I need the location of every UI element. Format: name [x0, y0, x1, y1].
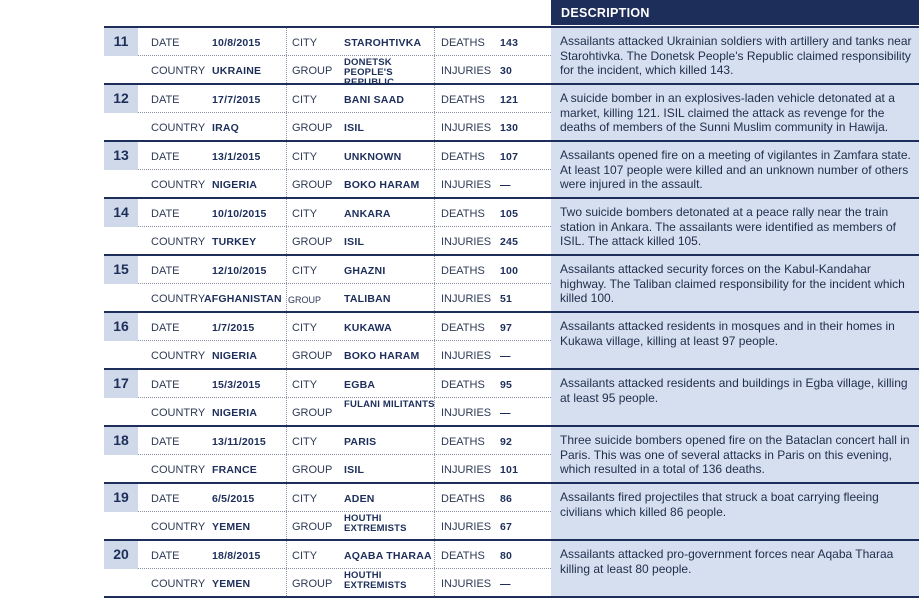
table-row [104, 541, 919, 598]
description-cell [551, 370, 919, 425]
country-label: COUNTRY [151, 407, 206, 419]
date-label: DATE [151, 37, 180, 49]
description-text: Assailants attacked residents and buildings in Egba village, killing at least 95 people. [560, 376, 908, 405]
date-label: DATE [151, 550, 180, 562]
description-cell [551, 256, 919, 311]
table-row [104, 142, 919, 199]
group-label: GROUP [292, 578, 333, 590]
city-value: BANI SAAD [344, 94, 405, 106]
group-value: HOUTHI EXTREMISTS [344, 570, 407, 591]
city-value: ANKARA [344, 208, 391, 220]
description-cell [551, 313, 919, 368]
column-divider [286, 484, 287, 539]
row-dotted-divider [138, 55, 551, 56]
row-dotted-divider [138, 397, 551, 398]
rank-number: 14 [113, 204, 129, 220]
rank-box [104, 142, 138, 170]
rank-number: 12 [113, 90, 129, 106]
column-divider [286, 370, 287, 425]
rank-number: 19 [113, 489, 129, 505]
country-value: FRANCE [212, 464, 257, 476]
column-divider [286, 313, 287, 368]
deaths-value: 107 [500, 151, 519, 163]
country-label: COUNTRY [151, 350, 206, 362]
deaths-value: 97 [500, 322, 513, 334]
city-value: STAROHTIVKA [344, 37, 422, 49]
group-label: GROUP [292, 236, 333, 248]
date-label: DATE [151, 379, 180, 391]
date-value: 17/7/2015 [212, 94, 261, 106]
deaths-value: 80 [500, 550, 513, 562]
row-dotted-divider [138, 568, 551, 569]
date-value: 12/10/2015 [212, 265, 267, 277]
date-label: DATE [151, 151, 180, 163]
country-value: NIGERIA [212, 350, 258, 362]
date-value: 1/7/2015 [212, 322, 255, 334]
table-row [104, 370, 919, 427]
group-label: GROUP [292, 407, 333, 419]
group-value: ISIL [344, 464, 365, 476]
injuries-value: 51 [500, 293, 513, 305]
deaths-label: DEATHS [441, 151, 485, 163]
column-divider [434, 256, 435, 311]
group-value: DONETSK PEOPLE'S [344, 57, 393, 78]
city-label: CITY [292, 322, 318, 334]
city-label: CITY [292, 208, 318, 220]
column-divider [286, 28, 287, 83]
date-value: 10/10/2015 [212, 208, 267, 220]
date-label: DATE [151, 322, 180, 334]
date-label: DATE [151, 436, 180, 448]
row-dotted-divider [138, 112, 551, 113]
deaths-value: 105 [500, 208, 519, 220]
city-value: KUKAWA [344, 322, 392, 334]
description-text: Two suicide bombers detonated at a peace rally near the train station in Ankara. The assailants were identified as members of ISIL. The attack killed 105. [560, 205, 896, 248]
rank-number: 16 [113, 318, 129, 334]
description-header [551, 0, 919, 25]
group-label: GROUP [292, 350, 333, 362]
column-divider [286, 541, 287, 596]
injuries-value: 245 [500, 236, 519, 248]
deaths-label: DEATHS [441, 493, 485, 505]
rank-box [104, 427, 138, 455]
injuries-label: INJURIES [441, 464, 492, 476]
city-value: PARIS [344, 436, 377, 448]
rank-box [104, 256, 138, 284]
description-cell [551, 199, 919, 254]
description-text: Assailants attacked security forces on the Kabul-Kandahar highway. The Taliban claimed responsibility for the incident which killed 100. [560, 262, 905, 305]
country-label: COUNTRY [151, 464, 206, 476]
country-label: COUNTRY [151, 179, 206, 191]
column-divider [434, 85, 435, 140]
group-value: ISIL [344, 236, 365, 248]
city-value: UNKNOWN [344, 151, 402, 163]
deaths-label: DEATHS [441, 208, 485, 220]
description-header-label: DESCRIPTION [561, 6, 650, 20]
injuries-value: — [500, 407, 511, 419]
column-divider [434, 370, 435, 425]
city-value: AQABA THARAA [344, 550, 432, 562]
table-row [104, 28, 919, 85]
country-label: COUNTRY [151, 578, 206, 590]
description-cell [551, 28, 919, 83]
column-divider [434, 427, 435, 482]
description-cell [551, 484, 919, 539]
rank-box [104, 313, 138, 341]
description-cell [551, 142, 919, 197]
city-value: ADEN [344, 493, 375, 505]
date-label: DATE [151, 208, 180, 220]
group-label: GROUP [292, 65, 333, 77]
country-value: YEMEN [212, 521, 251, 533]
row-dotted-divider [138, 340, 551, 341]
column-divider [286, 256, 287, 311]
city-label: CITY [292, 151, 318, 163]
deaths-label: DEATHS [441, 265, 485, 277]
description-text: Assailants fired projectiles that struck a boat carrying fleeing civilians which killed 86 people. [560, 490, 879, 519]
city-value: EGBA [344, 379, 376, 391]
injuries-label: INJURIES [441, 521, 492, 533]
deaths-value: 143 [500, 37, 519, 49]
row-dotted-divider [138, 454, 551, 455]
rank-number: 15 [113, 261, 129, 277]
deaths-value: 92 [500, 436, 513, 448]
table-row [104, 256, 919, 313]
description-cell [551, 541, 919, 596]
group-label: GROUP [292, 122, 333, 134]
column-divider [286, 199, 287, 254]
country-label: COUNTRY [151, 521, 206, 533]
rank-number: 11 [113, 33, 129, 49]
city-label: CITY [292, 379, 318, 391]
rank-box [104, 85, 138, 113]
deaths-value: 95 [500, 379, 513, 391]
deaths-label: DEATHS [441, 379, 485, 391]
deaths-value: 86 [500, 493, 513, 505]
city-label: CITY [292, 436, 318, 448]
date-value: 15/3/2015 [212, 379, 261, 391]
rank-number: 17 [113, 375, 129, 391]
table-row [104, 484, 919, 541]
group-label: GROUP [292, 521, 333, 533]
injuries-value: 101 [500, 464, 519, 476]
city-label: CITY [292, 37, 318, 49]
injuries-label: INJURIES [441, 65, 492, 77]
row-dotted-divider [138, 169, 551, 170]
rank-number: 13 [113, 147, 129, 163]
column-divider [434, 142, 435, 197]
description-text: Assailants attacked pro-government forces near Aqaba Tharaa killing at least 80 people. [560, 547, 894, 576]
date-value: 13/1/2015 [212, 151, 261, 163]
injuries-label: INJURIES [441, 122, 492, 134]
country-label: COUNTRY [151, 236, 206, 248]
city-label: CITY [292, 550, 318, 562]
city-label: CITY [292, 265, 318, 277]
country-value: NIGERIA [212, 179, 258, 191]
injuries-label: INJURIES [441, 179, 492, 191]
injuries-label: INJURIES [441, 293, 492, 305]
column-divider [286, 142, 287, 197]
country-value: UKRAINE [212, 65, 262, 77]
date-value: 18/8/2015 [212, 550, 261, 562]
description-text: Three suicide bombers opened fire on the Bataclan concert hall in Paris. This was one of several attacks in Paris on this evening, which resulted in a total of 136 deaths. [560, 433, 910, 476]
injuries-value: — [500, 350, 511, 362]
rank-number: 20 [113, 546, 129, 562]
city-label: CITY [292, 94, 318, 106]
city-label: CITY [292, 493, 318, 505]
injuries-label: INJURIES [441, 407, 492, 419]
row-dotted-divider [138, 226, 551, 227]
country-label: COUNTRY [151, 65, 206, 77]
injuries-label: INJURIES [441, 350, 492, 362]
description-text: Assailants opened fire on a meeting of vigilantes in Zamfara state. At least 107 people were killed and an unknown number of others were injured in the assault. [560, 148, 911, 191]
column-divider [286, 427, 287, 482]
rank-box [104, 541, 138, 569]
date-value: 10/8/2015 [212, 37, 261, 49]
column-divider [286, 85, 287, 140]
description-text: A suicide bomber in an explosives-laden vehicle detonated at a market, killing 121. ISIL claimed the attack as revenge for the deaths of members of the Sunni Muslim community in Hawija. [560, 91, 895, 134]
table-row [104, 85, 919, 142]
table-row [104, 313, 919, 370]
deaths-value: 100 [500, 265, 519, 277]
injuries-label: INJURIES [441, 578, 492, 590]
injuries-value: 30 [500, 65, 513, 77]
country-label: COUNTRY [151, 293, 206, 305]
rank-number: 18 [113, 432, 129, 448]
injuries-value: — [500, 578, 511, 590]
column-divider [434, 313, 435, 368]
date-label: DATE [151, 265, 180, 277]
row-dotted-divider [138, 511, 551, 512]
table-row [104, 199, 919, 256]
country-value: TURKEY [212, 236, 257, 248]
deaths-label: DEATHS [441, 94, 485, 106]
column-divider [434, 199, 435, 254]
injuries-value: — [500, 179, 511, 191]
rank-box [104, 28, 138, 56]
rank-box [104, 484, 138, 512]
injuries-value: 130 [500, 122, 519, 134]
description-text: Assailants attacked Ukrainian soldiers with artillery and tanks near Starohtivka. The Donetsk People's Republic claimed responsibility for the incident, which killed 143. [560, 34, 912, 77]
date-value: 6/5/2015 [212, 493, 255, 505]
country-value: YEMEN [212, 578, 251, 590]
rank-box [104, 370, 138, 398]
description-text: Assailants attacked residents in mosques and in their homes in Kukawa village, killing at least 97 people. [560, 319, 895, 348]
date-value: 13/11/2015 [212, 436, 266, 448]
country-value: AFGHANISTAN [204, 293, 282, 305]
deaths-label: DEATHS [441, 436, 485, 448]
group-value: BOKO HARAM [344, 350, 420, 362]
injuries-label: INJURIES [441, 236, 492, 248]
group-value: TALIBAN [344, 293, 391, 305]
table-row [104, 427, 919, 484]
country-label: COUNTRY [151, 122, 206, 134]
rank-box [104, 199, 138, 227]
description-cell [551, 427, 919, 482]
deaths-label: DEATHS [441, 37, 485, 49]
group-value: BOKO HARAM [344, 179, 420, 191]
group-value: FULANI MILITANTS [344, 399, 435, 410]
city-value: GHAZNI [344, 265, 386, 277]
date-label: DATE [151, 94, 180, 106]
injuries-value: 67 [500, 521, 513, 533]
deaths-label: DEATHS [441, 550, 485, 562]
group-value: HOUTHI EXTREMISTS [344, 513, 407, 534]
group-label: GROUP [292, 179, 333, 191]
deaths-label: DEATHS [441, 322, 485, 334]
group-label: GROUP [288, 295, 322, 305]
group-value: ISIL [344, 122, 365, 134]
row-dotted-divider [138, 283, 551, 284]
group-label: GROUP [292, 464, 333, 476]
date-label: DATE [151, 493, 180, 505]
description-cell [551, 85, 919, 140]
country-value: NIGERIA [212, 407, 258, 419]
country-value: IRAQ [212, 122, 240, 134]
deaths-value: 121 [500, 94, 519, 106]
